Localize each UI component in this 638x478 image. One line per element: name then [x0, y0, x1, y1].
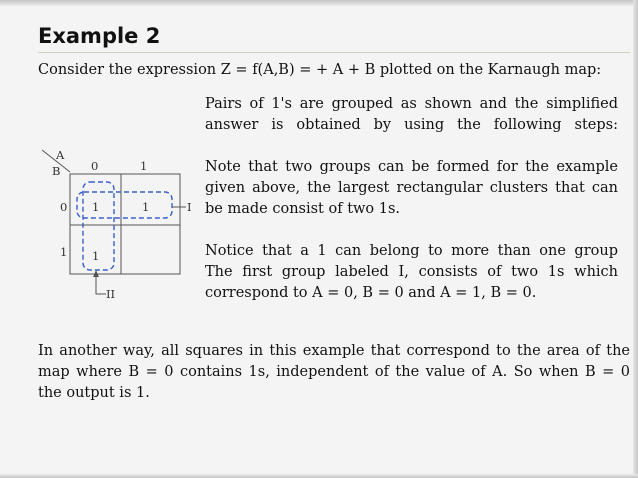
kmap-row-header-0: 0	[60, 200, 68, 214]
kmap-col-header-1: 1	[140, 159, 148, 173]
slide-title: Example 2	[38, 24, 161, 48]
kmap-cell-0-0: 1	[92, 200, 100, 214]
title-divider	[38, 52, 630, 53]
bottom-border-bar	[0, 474, 638, 478]
right-border-bar	[633, 0, 638, 478]
paragraph-1-line-1: Pairs of 1's are grouped as shown and the simplified	[205, 96, 618, 112]
kmap-col-header-0: 0	[91, 159, 99, 173]
kmap-group-ii-pointer	[96, 276, 106, 294]
kmap-grid-border	[70, 174, 180, 274]
bottom-paragraph-line-3: the output is 1.	[38, 385, 150, 401]
bottom-paragraph-line-2: map where B = 0 contains 1s, independent of the value of A. So when B = 0	[38, 364, 630, 380]
paragraph-2-line-2: given above, the largest rectangular clusters that can	[205, 180, 618, 196]
paragraph-1-line-2: answer is obtained by using the following steps:	[205, 117, 618, 133]
kmap-var-a: A	[56, 148, 65, 162]
kmap-group-i-label: I	[187, 200, 192, 214]
karnaugh-map	[36, 148, 206, 308]
kmap-var-b: B	[52, 164, 61, 178]
paragraph-3-line-3: correspond to A = 0, B = 0 and A = 1, B = 0.	[205, 285, 537, 301]
paragraph-3-line-2: The first group labeled I, consists of two 1s which	[205, 264, 618, 280]
paragraph-2-line-3: be made consist of two 1s.	[205, 201, 401, 217]
paragraph-3-line-1: Notice that a 1 can belong to more than one group	[205, 243, 618, 259]
kmap-cell-0-1: 1	[142, 200, 150, 214]
paragraph-2-line-1: Note that two groups can be formed for the example	[205, 159, 618, 175]
top-border-bar	[0, 0, 638, 6]
kmap-cell-1-0: 1	[92, 249, 100, 263]
intro-text: Consider the expression Z = f(A,B) = + A + B plotted on the Karnaugh map:	[38, 62, 602, 78]
bottom-paragraph-line-1: In another way, all squares in this example that correspond to the area of the	[38, 343, 630, 359]
kmap-row-header-1: 1	[60, 245, 68, 259]
kmap-group-ii-label: II	[106, 287, 116, 301]
